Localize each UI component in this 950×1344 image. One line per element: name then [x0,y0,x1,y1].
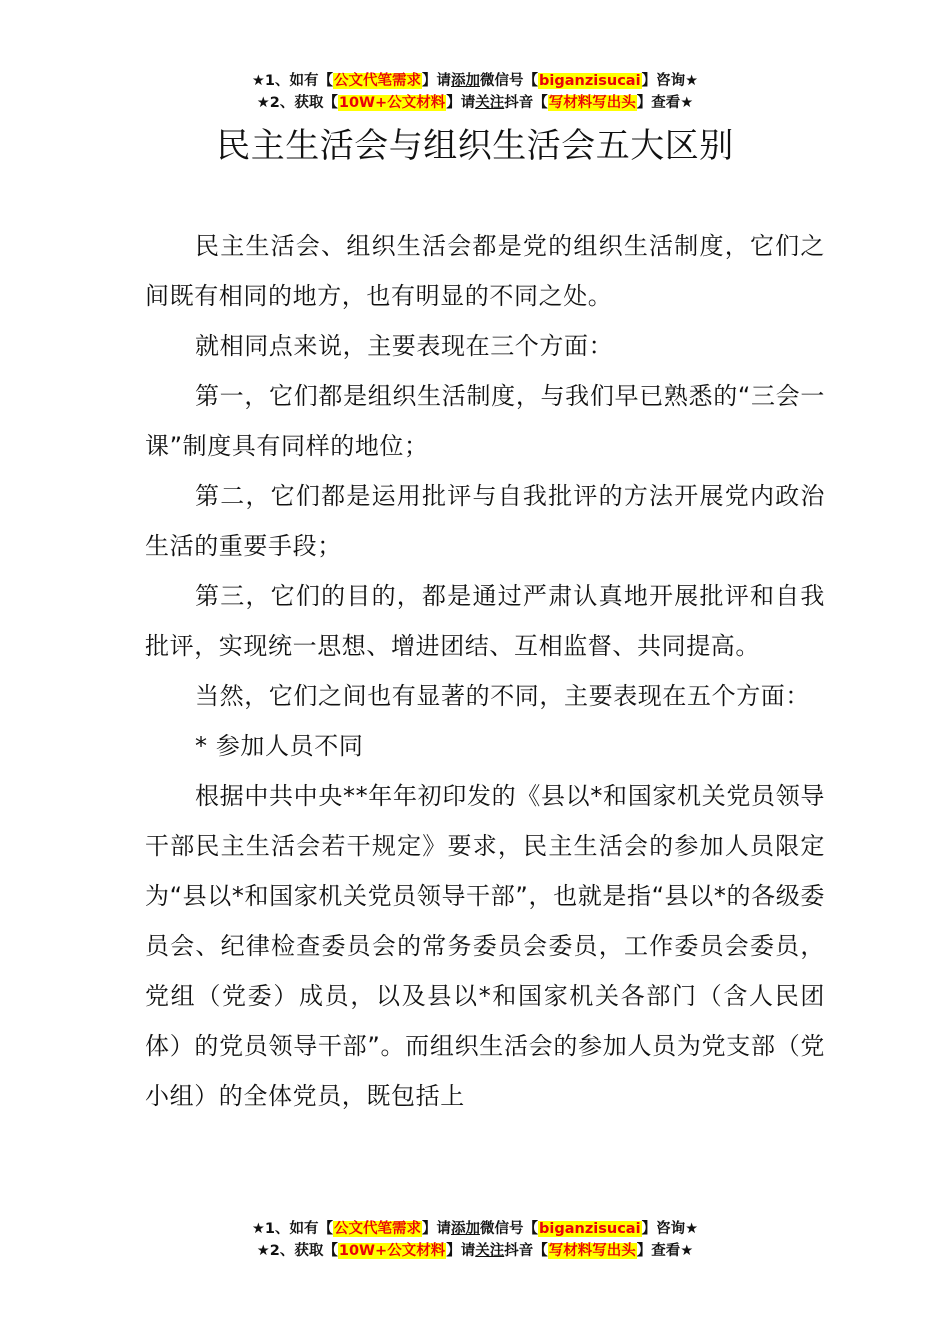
paragraph: 就相同点来说，主要表现在三个方面： [195,332,614,360]
paragraph: 第三，它们的目的，都是通过严肃认真地开展批评和自我批评，实现统一思想、增进团结、互相监督、共同提高。 [145,582,825,660]
banner-highlight: biganzisucai [539,1221,641,1237]
paragraph: 第一，它们都是组织生活制度，与我们早已熟悉的“三会一课”制度具有同样的地位； [145,382,825,460]
header-banner-line-1 [0,70,950,92]
banner-text: ★2、获取【 [256,1243,338,1259]
banner-text: 】查看★ [636,1243,694,1259]
banner-text: 】请 [422,73,452,89]
banner-text: 抖音【 [504,95,548,111]
banner-text: 微信号【 [480,73,539,89]
footer-banner [0,1218,950,1262]
banner-text: ★2、获取【 [256,95,338,111]
paragraph: 当然，它们之间也有显著的不同，主要表现在五个方面： [195,682,810,710]
section-heading: * 参加人员不同 [195,732,364,760]
header-banner-line-2 [0,92,950,114]
banner-text: 】请 [446,1243,476,1259]
banner-text: ★1、如有【 [251,73,334,89]
banner-text: 】请 [422,1221,452,1237]
banner-emphasis: 添加 [451,73,481,89]
banner-highlight: 写材料写出头 [548,1243,636,1259]
banner-text: 】请 [446,95,476,111]
banner-text: 】查看★ [636,95,694,111]
banner-highlight: 10W+公文材料 [338,1243,446,1259]
banner-emphasis: 关注 [475,1243,505,1259]
paragraph: 民主生活会、组织生活会都是党的组织生活制度，它们之间既有相同的地方，也有明显的不同之处。 [145,232,825,310]
paragraph: 根据中共中央**年年初印发的《县以*和国家机关党员领导干部民主生活会若干规定》要求，民主生活会的参加人员限定为“县以*和国家机关党员领导干部”，也就是指“县以*的各级委员会、纪律检查委员会的常务委员会委员，工作委员会委员，党组（党委）成员，以及县以*和国家机关各部门（含人民团体）的党员领导干部”。而组织生活会的参加人员为党支部（党小组）的全体党员，既包括上 [145,782,825,1110]
banner-text: 】咨询★ [641,73,699,89]
banner-highlight: 写材料写出头 [548,95,636,111]
document-body [145,221,825,1121]
banner-highlight: 公文代笔需求 [334,73,422,89]
banner-text: ★1、如有【 [251,1221,334,1237]
document-title: 民主生活会与组织生活会五大区别 [216,126,734,166]
banner-emphasis: 关注 [475,95,505,111]
paragraph: 第二，它们都是运用批评与自我批评的方法开展党内政治生活的重要手段； [145,482,825,560]
banner-highlight: 10W+公文材料 [338,95,446,111]
banner-emphasis: 添加 [451,1221,481,1237]
footer-banner-line-1 [0,1218,950,1240]
banner-highlight: 公文代笔需求 [334,1221,422,1237]
banner-text: 】咨询★ [641,1221,699,1237]
banner-highlight: biganzisucai [539,73,641,89]
banner-text: 微信号【 [480,1221,539,1237]
footer-banner-line-2 [0,1240,950,1262]
header-banner [0,70,950,114]
banner-text: 抖音【 [504,1243,548,1259]
